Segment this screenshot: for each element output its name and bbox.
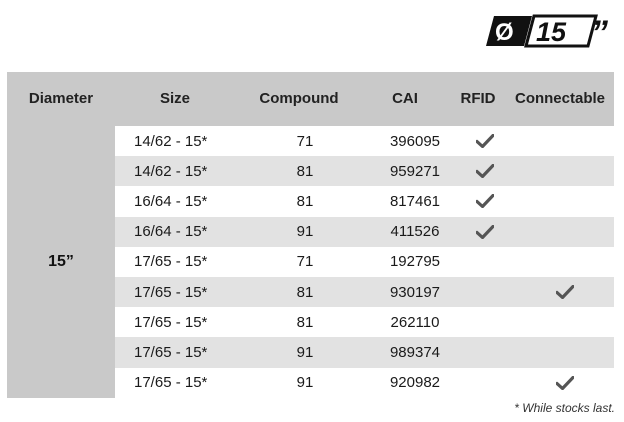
col-header-diameter: Diameter	[28, 90, 94, 107]
table-row	[115, 126, 614, 156]
table-header	[7, 72, 614, 126]
compound-cell: 71	[296, 253, 314, 271]
compound-cell: 81	[296, 192, 314, 210]
cai-cell: 817461	[389, 192, 441, 210]
rfid-cell	[465, 368, 505, 398]
compound-cell: 81	[296, 283, 314, 301]
table-row	[115, 307, 614, 337]
connectable-cell	[535, 156, 595, 186]
size-cell: 16/64 - 15*	[134, 192, 208, 210]
rfid-cell	[465, 186, 505, 216]
check-icon	[556, 376, 574, 390]
cai-cell: 920982	[389, 374, 441, 392]
connectable-cell	[535, 217, 595, 247]
size-cell: 17/65 - 15*	[134, 253, 208, 271]
col-header-compound: Compound	[259, 90, 339, 107]
size-cell: 16/64 - 15*	[134, 223, 208, 241]
size-cell: 14/62 - 15*	[134, 162, 208, 180]
compound-cell: 91	[296, 374, 314, 392]
table-row	[115, 368, 614, 398]
rfid-cell	[465, 277, 505, 307]
cai-cell: 959271	[389, 162, 441, 180]
size-cell: 14/62 - 15*	[134, 132, 208, 150]
diameter-value: 15	[536, 17, 567, 47]
inch-mark: ”	[591, 14, 608, 50]
check-icon	[476, 194, 494, 208]
cai-cell: 396095	[389, 132, 441, 150]
size-cell: 17/65 - 15*	[134, 374, 208, 392]
col-header-size: Size	[159, 90, 190, 107]
check-icon	[556, 285, 574, 299]
table-row	[115, 247, 614, 277]
table-row	[115, 217, 614, 247]
diameter-symbol: Ø	[495, 19, 514, 46]
connectable-cell	[535, 368, 595, 398]
size-cell: 17/65 - 15*	[134, 313, 208, 331]
table-row	[115, 277, 614, 307]
compound-cell: 81	[296, 162, 314, 180]
connectable-cell	[535, 126, 595, 156]
table-body	[7, 126, 614, 398]
table-rows	[115, 126, 614, 398]
compound-cell: 71	[296, 132, 314, 150]
cai-cell: 192795	[389, 253, 441, 271]
check-icon	[476, 225, 494, 239]
col-header-connectable: Connectable	[514, 90, 605, 107]
col-header-cai: CAI	[392, 90, 418, 107]
rfid-cell	[465, 156, 505, 186]
rfid-cell	[465, 126, 505, 156]
col-header-rfid: RFID	[460, 90, 496, 107]
compound-cell: 81	[296, 313, 314, 331]
cai-cell: 411526	[390, 223, 440, 241]
connectable-cell	[535, 186, 595, 216]
cai-cell: 930197	[389, 283, 441, 301]
size-cell: 17/65 - 15*	[134, 343, 208, 361]
rfid-cell	[465, 247, 505, 277]
compound-cell: 91	[296, 343, 314, 361]
rfid-cell	[465, 307, 505, 337]
check-icon	[476, 134, 494, 148]
rfid-cell	[465, 217, 505, 247]
check-icon	[476, 164, 494, 178]
diameter-badge-graphic	[484, 12, 614, 50]
size-cell: 17/65 - 15*	[134, 283, 208, 301]
connectable-cell	[535, 337, 595, 367]
cai-cell: 989374	[389, 343, 441, 361]
connectable-cell	[535, 307, 595, 337]
table-row	[115, 186, 614, 216]
diameter-cell: 15”	[7, 126, 115, 398]
table-row	[115, 156, 614, 186]
compound-cell: 91	[296, 223, 314, 241]
product-table	[7, 72, 614, 398]
cai-cell: 262110	[390, 313, 440, 331]
footnote: * While stocks last.	[514, 401, 615, 415]
rfid-cell	[465, 337, 505, 367]
connectable-cell	[535, 277, 595, 307]
diameter-badge	[484, 12, 614, 50]
table-row	[115, 337, 614, 367]
connectable-cell	[535, 247, 595, 277]
